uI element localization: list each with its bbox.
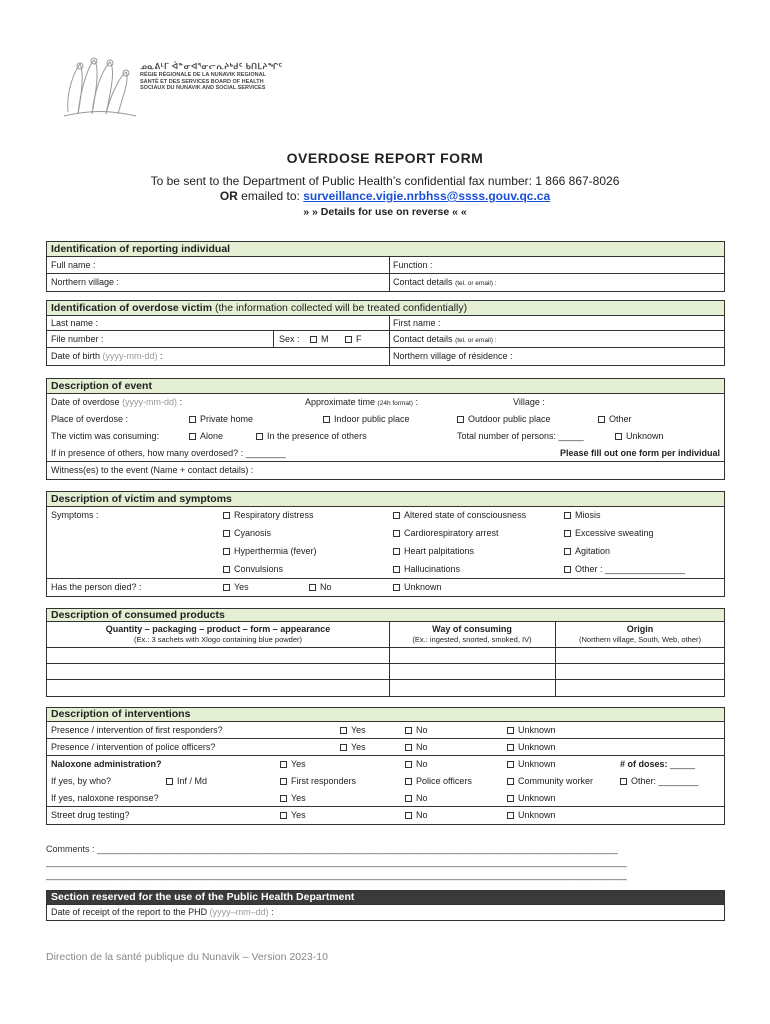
event-section — [46, 378, 725, 480]
checkbox-icon[interactable] — [393, 548, 400, 555]
checkbox-icon[interactable] — [323, 416, 330, 423]
symptom-option[interactable] — [564, 564, 685, 574]
died-yes[interactable] — [223, 582, 249, 592]
checkbox-icon[interactable] — [223, 584, 230, 591]
checkbox-icon[interactable] — [309, 584, 316, 591]
checkbox-icon[interactable] — [223, 530, 230, 537]
place-other[interactable] — [598, 414, 632, 424]
checkbox-icon[interactable] — [256, 433, 263, 440]
symptom-label: Agitation — [575, 546, 611, 556]
response-unknown[interactable]: Unknown — [507, 793, 556, 803]
checkbox-icon[interactable] — [507, 744, 514, 751]
interventions-section-title: Description of interventions — [47, 708, 724, 722]
test-unknown[interactable]: Unknown — [507, 810, 556, 820]
checkbox-icon[interactable] — [310, 336, 317, 343]
by-who-row — [47, 773, 724, 790]
sex-f-option[interactable] — [345, 334, 362, 344]
response-row — [47, 790, 724, 807]
symptom-option[interactable] — [223, 510, 314, 520]
naloxone-unknown[interactable]: Unknown — [507, 759, 556, 769]
products-col-origin: Origin (Northern village, South, Web, other) — [555, 624, 725, 644]
checkbox-icon[interactable] — [393, 512, 400, 519]
event-village-field[interactable]: Village : — [513, 397, 545, 407]
time-colon: : — [412, 397, 418, 407]
died-no[interactable] — [309, 582, 332, 592]
receipt-format: (yyyy–mm–dd) — [209, 907, 269, 917]
checkbox-icon[interactable] — [280, 795, 287, 802]
checkbox-icon[interactable] — [564, 530, 571, 537]
checkbox-icon[interactable] — [507, 795, 514, 802]
consuming-presence[interactable] — [256, 431, 367, 441]
response-no[interactable]: No — [405, 793, 428, 803]
receipt-date-field[interactable] — [51, 907, 274, 917]
by-community-worker[interactable]: Community worker — [507, 776, 593, 786]
checkbox-icon[interactable] — [405, 744, 412, 751]
fr-yes[interactable]: Yes — [340, 725, 366, 735]
dob-format: (yyyy-mm-dd) — [102, 351, 158, 361]
logo-line-3: SOCIAUX DU NUNAVIK AND SOCIAL SERVICES — [140, 85, 266, 92]
divider — [389, 274, 390, 291]
checkbox-icon[interactable] — [223, 512, 230, 519]
divider — [389, 331, 390, 347]
residence-field[interactable]: Northern village of résidence : — [393, 351, 513, 361]
or-label: OR — [219, 189, 238, 203]
checkbox-icon[interactable] — [340, 727, 347, 734]
victim-section — [46, 300, 725, 366]
how-many-field[interactable]: If in presence of others, how many overdosed? : ________ — [51, 448, 286, 458]
fr-unknown[interactable]: Unknown — [507, 725, 556, 735]
comments-label: Comments : — [46, 844, 98, 854]
divider — [389, 257, 390, 273]
reporting-village-field[interactable]: Northern village : — [51, 277, 120, 287]
checkbox-icon[interactable] — [223, 566, 230, 573]
products-row[interactable] — [47, 664, 724, 680]
reporting-contact-field[interactable] — [393, 277, 497, 287]
emailed-to-label: emailed to: — [237, 189, 304, 203]
checkbox-icon[interactable] — [405, 761, 412, 768]
divider — [273, 331, 274, 347]
sex-label: Sex : — [279, 334, 300, 344]
contact-label: Contact details — [393, 334, 453, 344]
checkbox-icon[interactable] — [393, 584, 400, 591]
place-option-label: Private home — [200, 414, 254, 424]
footer-version: Direction de la santé publique du Nunavik – Version 2023-10 — [46, 951, 328, 963]
logo-figures-icon — [60, 52, 140, 122]
place-option-label: Other — [609, 414, 632, 424]
full-name-field[interactable]: Full name : — [51, 260, 96, 270]
symptom-label: Excessive sweating — [575, 528, 654, 538]
event-row-how-many — [47, 445, 724, 462]
police-label: Presence / intervention of police officers? — [51, 742, 216, 752]
consuming-alone[interactable] — [189, 431, 223, 441]
symptom-option[interactable] — [393, 564, 460, 574]
checkbox-icon[interactable] — [189, 416, 196, 423]
response-yes[interactable]: Yes — [280, 793, 306, 803]
time-field[interactable] — [305, 397, 418, 407]
presence-label: In the presence of others — [267, 431, 367, 441]
form-header — [0, 150, 770, 218]
symptom-label: Miosis — [575, 510, 601, 520]
contact-note: (tel. or email) : — [455, 280, 497, 287]
event-row-consuming — [47, 428, 724, 445]
details-reverse: » » Details for use on reverse « « — [303, 206, 467, 218]
place-private-home[interactable] — [189, 414, 253, 424]
police-no[interactable]: No — [405, 742, 428, 752]
consuming-label: The victim was consuming: — [51, 431, 160, 441]
first-responders-label: Presence / intervention of first responders? — [51, 725, 223, 735]
symptom-option[interactable] — [223, 528, 271, 538]
checkbox-icon[interactable] — [340, 744, 347, 751]
interventions-section — [46, 707, 725, 825]
naloxone-no[interactable]: No — [405, 759, 428, 769]
place-option-label: Outdoor public place — [468, 414, 551, 424]
doses-blank: _____ — [667, 759, 696, 769]
one-form-note: Please fill out one form per individual — [559, 448, 720, 458]
drug-testing-label: Street drug testing? — [51, 810, 130, 820]
died-unknown[interactable] — [393, 582, 442, 592]
reporting-individual-section — [46, 241, 725, 292]
alone-label: Alone — [200, 431, 224, 441]
checkbox-icon[interactable] — [457, 416, 464, 423]
place-indoor-public[interactable] — [323, 414, 410, 424]
time-label: Approximate time — [305, 397, 376, 407]
checkbox-icon[interactable] — [564, 566, 571, 573]
symptoms-section — [46, 491, 725, 597]
time-note: (24h format) — [377, 400, 413, 407]
sex-m-option[interactable] — [310, 334, 329, 344]
reserved-section-title: Section reserved for the use of the Public Health Department — [47, 891, 724, 905]
symptoms-section-title: Description of victim and symptoms — [47, 492, 724, 507]
symptom-option[interactable] — [223, 564, 283, 574]
checkbox-icon[interactable] — [507, 761, 514, 768]
total-persons-field[interactable]: Total number of persons: _____ — [457, 431, 584, 441]
place-label: Place of overdose : — [51, 414, 129, 424]
symptoms-row-2 — [47, 525, 724, 543]
victim-row-3 — [47, 348, 724, 365]
reporting-row-1 — [47, 257, 724, 274]
symptoms-row-3 — [47, 543, 724, 561]
receipt-colon: : — [268, 907, 274, 917]
symptom-option[interactable] — [393, 546, 474, 556]
first-name-field[interactable]: First name : — [393, 318, 441, 328]
symptom-option[interactable] — [393, 528, 499, 538]
comments-line-1: Comments : ________________________________________________________________________________________________________ — [46, 844, 618, 854]
dob-label: Date of birth — [51, 351, 101, 361]
place-option-label: Indoor public place — [334, 414, 410, 424]
email-link[interactable]: surveillance.vigie.nrbhss@ssss.gouv.qc.ca — [303, 189, 551, 203]
event-row-date — [47, 394, 724, 411]
file-number-field[interactable]: File number : — [51, 334, 104, 344]
date-colon: : — [177, 397, 183, 407]
symptom-label: Convulsions — [234, 564, 284, 574]
symptom-option[interactable] — [564, 546, 610, 556]
event-row-witness — [47, 462, 724, 479]
way-example: (Ex.: ingested, snorted, smoked, IV) — [412, 635, 532, 644]
checkbox-icon[interactable] — [345, 336, 352, 343]
event-section-title: Description of event — [47, 379, 724, 394]
logo-text — [140, 62, 282, 92]
products-row[interactable] — [47, 680, 724, 696]
products-section — [46, 608, 725, 697]
function-field[interactable]: Function : — [393, 260, 433, 270]
first-responders-row — [47, 722, 724, 739]
symptom-label: Other : ________________ — [575, 564, 686, 574]
form-title: OVERDOSE REPORT FORM — [286, 150, 484, 166]
police-row — [47, 739, 724, 756]
victim-title: Identification of overdose victim — [51, 302, 213, 314]
naloxone-label: Naloxone administration? — [51, 759, 162, 769]
receipt-row — [47, 905, 724, 920]
checkbox-icon[interactable] — [223, 548, 230, 555]
checkbox-icon[interactable] — [507, 778, 514, 785]
witness-field[interactable]: Witness(es) to the event (Name + contact details) : — [51, 465, 254, 475]
police-yes[interactable]: Yes — [340, 742, 366, 752]
comments-line-3: ____________________________________________________________________________________________________________________ — [46, 870, 627, 880]
comments-area[interactable] — [46, 843, 726, 882]
reserved-section — [46, 890, 725, 921]
checkbox-icon[interactable] — [393, 566, 400, 573]
died-row — [47, 579, 724, 596]
no-label: No — [320, 582, 332, 592]
victim-section-title — [47, 301, 724, 316]
date-format: (yyyy-mm-dd) — [122, 397, 178, 407]
dob-colon: : — [157, 351, 163, 361]
products-table-header — [47, 622, 724, 648]
receipt-label: Date of receipt of the report to the PHD — [51, 907, 208, 917]
symptom-option[interactable] — [564, 528, 654, 538]
symptom-label: Cyanosis — [234, 528, 272, 538]
doses-label: # of doses: — [620, 759, 668, 769]
doses-field[interactable] — [620, 759, 695, 769]
products-col-quantity: Quantity – packaging – product – form – appearance (Ex.: 3 sachets with Xlogo containing blue powder) — [47, 624, 389, 644]
checkbox-icon[interactable] — [615, 433, 622, 440]
symptom-label: Altered state of consciousness — [404, 510, 527, 520]
by-police[interactable]: Police officers — [405, 776, 472, 786]
divider — [389, 316, 390, 330]
sex-m-label: M — [321, 334, 329, 344]
divider — [389, 348, 390, 365]
symptom-option[interactable] — [223, 546, 317, 556]
reporting-row-2 — [47, 274, 724, 291]
origin-example: (Northern village, South, Web, other) — [578, 635, 701, 644]
checkbox-icon[interactable] — [393, 530, 400, 537]
unknown-label: Unknown — [626, 431, 664, 441]
place-outdoor-public[interactable] — [457, 414, 551, 424]
symptom-label: Hyperthermia (fever) — [234, 546, 317, 556]
naloxone-yes[interactable]: Yes — [280, 759, 306, 769]
by-inf-md[interactable]: Inf / Md — [166, 776, 207, 786]
symptom-option[interactable] — [393, 510, 526, 520]
products-row[interactable] — [47, 648, 724, 664]
symptom-label: Respiratory distress — [234, 510, 314, 520]
died-label: Has the person died? : — [51, 582, 142, 592]
contact-note: (tel. or email) : — [455, 337, 497, 344]
victim-row-1 — [47, 316, 724, 331]
event-row-place — [47, 411, 724, 428]
checkbox-icon[interactable] — [598, 416, 605, 423]
logo-line-1: RÉGIE RÉGIONALE DE LA NUNAVIK REGIONAL — [140, 72, 266, 78]
by-other[interactable]: Other: ________ — [620, 776, 699, 786]
logo-inuktitut: ᓄᓇᕕᒻᒥ ᐋᓐᓂᐊᕐᓂᓕᕆᔨᒃᑯᑦ ᑲᑎᒪᔨᖏᑦ — [140, 62, 283, 71]
email-line — [0, 189, 770, 203]
victim-title-note: (the information collected will be treated confidentially) — [212, 302, 468, 314]
by-first-responders[interactable]: First responders — [280, 776, 356, 786]
logo-line-2: SANTÉ ET DES SERVICES BOARD OF HEALTH — [140, 78, 264, 85]
checkbox-icon[interactable] — [166, 778, 173, 785]
drug-testing-row — [47, 807, 724, 824]
checkbox-icon[interactable] — [405, 795, 412, 802]
symptom-option[interactable] — [564, 510, 601, 520]
police-unknown[interactable]: Unknown — [507, 742, 556, 752]
reporting-section-title: Identification of reporting individual — [47, 242, 724, 257]
test-no[interactable]: No — [405, 810, 428, 820]
products-col-way: Way of consuming (Ex.: ingested, snorted, smoked, IV) — [389, 624, 555, 644]
victim-contact-field[interactable] — [393, 334, 497, 344]
checkbox-icon[interactable] — [507, 812, 514, 819]
by-who-label: If yes, by who? — [51, 776, 112, 786]
dob-field[interactable] — [51, 351, 163, 361]
symptoms-row-1 — [47, 507, 724, 525]
checkbox-icon[interactable] — [405, 778, 412, 785]
checkbox-icon[interactable] — [189, 433, 196, 440]
test-yes[interactable]: Yes — [280, 810, 306, 820]
sex-f-label: F — [356, 334, 362, 344]
checkbox-icon[interactable] — [564, 512, 571, 519]
last-name-field[interactable]: Last name : — [51, 318, 99, 328]
symptoms-label: Symptoms : — [51, 510, 99, 520]
nrbhss-logo — [60, 52, 300, 122]
symptom-label: Hallucinations — [404, 564, 461, 574]
response-label: If yes, naloxone response? — [51, 793, 159, 803]
symptom-label: Heart palpitations — [404, 546, 475, 556]
contact-label: Contact details — [393, 277, 453, 287]
checkbox-icon[interactable] — [280, 761, 287, 768]
total-unknown[interactable] — [615, 431, 664, 441]
overdose-date-field[interactable] — [51, 397, 182, 407]
unknown-label: Unknown — [404, 582, 442, 592]
checkbox-icon[interactable] — [564, 548, 571, 555]
victim-row-2 — [47, 331, 724, 348]
products-section-title: Description of consumed products — [47, 609, 724, 622]
symptoms-row-4 — [47, 561, 724, 579]
date-label: Date of overdose — [51, 397, 120, 407]
comments-line-2: ____________________________________________________________________________________________________________________ — [46, 857, 627, 867]
quantity-example: (Ex.: 3 sachets with Xlogo containing blue powder) — [133, 635, 302, 644]
naloxone-row — [47, 756, 724, 773]
fax-line: To be sent to the Department of Public Health’s confidential fax number: 1 866 867-8026 — [150, 174, 620, 188]
checkbox-icon[interactable] — [507, 727, 514, 734]
checkbox-icon[interactable] — [280, 812, 287, 819]
fr-no[interactable]: No — [405, 725, 428, 735]
checkbox-icon[interactable] — [620, 778, 627, 785]
yes-label: Yes — [234, 582, 249, 592]
checkbox-icon[interactable] — [280, 778, 287, 785]
symptom-label: Cardiorespiratory arrest — [404, 528, 499, 538]
checkbox-icon[interactable] — [405, 812, 412, 819]
checkbox-icon[interactable] — [405, 727, 412, 734]
